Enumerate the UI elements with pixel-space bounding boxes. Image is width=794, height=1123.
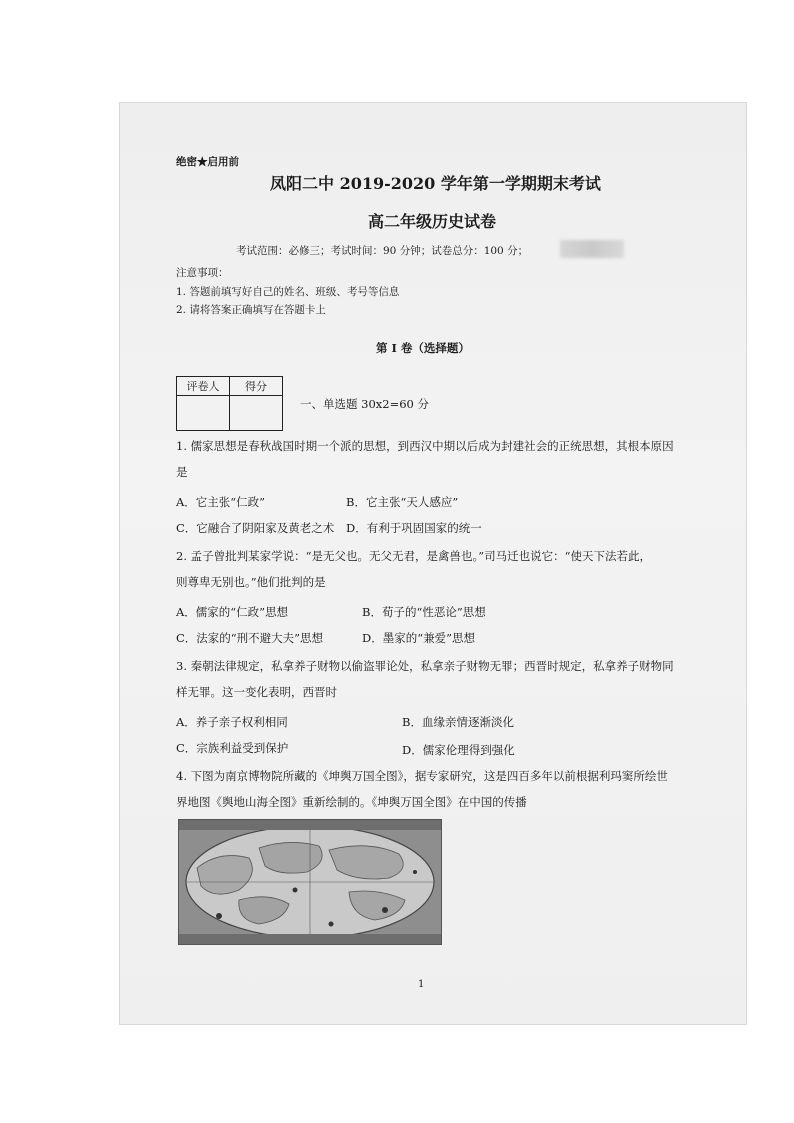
score-table-header-grader: 评卷人 xyxy=(177,377,230,396)
redacted-area xyxy=(560,240,624,258)
note-item: 2. 请将答案正确填写在答题卡上 xyxy=(176,304,326,316)
note-item: 1. 答题前填写好自己的姓名、班级、考号等信息 xyxy=(176,286,400,298)
option-a: A．儒家的“仁政”思想 xyxy=(176,605,289,619)
option-a: A．养子亲子权利相同 xyxy=(176,715,288,729)
score-table-cell xyxy=(177,396,230,431)
question-stem: 界地图《舆地山海全图》重新绘制的。《坤舆万国全图》在中国的传播 xyxy=(176,795,527,809)
option-c: C．宗族利益受到保护 xyxy=(176,741,289,755)
option-c: C．法家的“刑不避大夫”思想 xyxy=(176,631,324,645)
option-a: A．它主张“仁政” xyxy=(176,495,266,509)
option-b: B．血缘亲情逐渐淡化 xyxy=(402,715,514,729)
part-title: 一、单选题 30x2=60 分 xyxy=(300,397,430,411)
option-d: D．墨家的“兼爱”思想 xyxy=(362,631,475,645)
question-stem: 2. 孟子曾批判某家学说：“是无父也。无父无君，是禽兽也。”司马迁也说它：“使天下法若此， xyxy=(176,549,652,563)
option-c: C．它融合了阴阳家及黄老之术 xyxy=(176,521,335,535)
exam-paper xyxy=(120,103,746,1024)
exam-info: 考试范围：必修三；考试时间：90 分钟；试卷总分：100 分； xyxy=(236,245,529,257)
option-b: B．它主张“天人感应” xyxy=(346,495,459,509)
exam-title: 凤阳二中 2019-2020 学年第一学期期末考试 xyxy=(270,174,601,193)
page-number: 1 xyxy=(418,979,425,990)
option-b: B．荀子的“性恶论”思想 xyxy=(362,605,486,619)
notes-heading: 注意事项： xyxy=(176,267,229,279)
exam-subtitle: 高二年级历史试卷 xyxy=(368,212,497,231)
section-title: 第 I 卷（选择题） xyxy=(376,341,470,355)
secret-label: 绝密★启用前 xyxy=(176,156,239,168)
question-stem: 3. 秦朝法律规定，私拿养子财物以偷盗罪论处，私拿亲子财物无罪；西晋时规定，私拿养子财物同 xyxy=(176,659,674,673)
question-stem: 是 xyxy=(176,465,188,479)
score-table-cell xyxy=(230,396,283,431)
question-stem: 1. 儒家思想是春秋战国时期一个派的思想，到西汉中期以后成为封建社会的正统思想，其根本原因 xyxy=(176,439,674,453)
question-stem: 样无罪。这一变化表明，西晋时 xyxy=(176,685,337,699)
question-stem: 则尊卑无别也。”他们批判的是 xyxy=(176,575,326,589)
option-d: D．有利于巩固国家的统一 xyxy=(346,521,482,535)
score-table-header-score: 得分 xyxy=(230,377,283,396)
option-d: D．儒家伦理得到强化 xyxy=(402,743,515,757)
world-map-image xyxy=(178,819,442,945)
score-table xyxy=(176,376,283,431)
question-stem: 4. 下图为南京博物院所藏的《坤舆万国全图》，据专家研究，这是四百多年以前根据利玛窦所绘世 xyxy=(176,769,668,783)
